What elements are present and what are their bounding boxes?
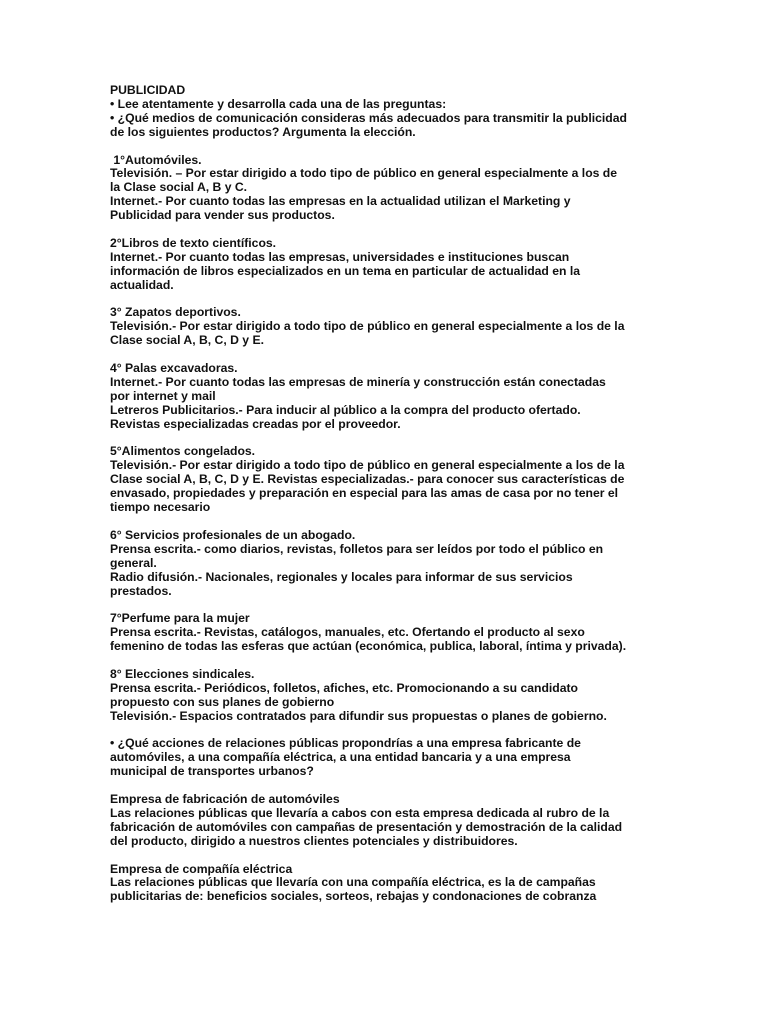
text-line: Prensa escrita.- como diarios, revistas, folletos para ser leídos por todo el público en xyxy=(110,541,604,556)
text-line: Televisión.- Por estar dirigido a todo tipo de público en general especialmente a los de la xyxy=(110,458,625,473)
section-answer-electrica xyxy=(110,863,662,905)
section-item-1-automoviles xyxy=(110,154,662,224)
text-line: Clase social A, B, C, D y E. xyxy=(110,333,264,348)
section-intro xyxy=(110,84,662,140)
document-body xyxy=(110,84,662,918)
text-line: Internet.- Por cuanto todas las empresas en la actualidad utilizan el Marketing y xyxy=(110,194,571,209)
text-line: Prensa escrita.- Periódicos, folletos, afiches, etc. Promocionando a su candidato xyxy=(110,680,578,695)
section-heading: Empresa de fabricación de automóviles xyxy=(110,792,340,807)
text-line: Letreros Publicitarios.- Para inducir al público a la compra del producto ofertado. xyxy=(110,402,581,417)
section-question-2 xyxy=(110,737,662,779)
section-item-3-zapatos xyxy=(110,306,662,348)
text-line: automóviles, a una compañía eléctrica, a una entidad bancaria y a una empresa xyxy=(110,750,571,765)
text-line: Internet.- Por cuanto todas las empresas, universidades e instituciones buscan xyxy=(110,249,570,264)
text-line: del producto, dirigido a nuestros clientes potenciales y distribuidores. xyxy=(110,833,518,848)
text-line: Prensa escrita.- Revistas, catálogos, manuales, etc. Ofertando el producto al sexo xyxy=(110,625,585,640)
text-line: Clase social A, B, C, D y E. Revistas especializadas.- para conocer sus características de xyxy=(110,472,625,487)
section-heading: 2°Libros de texto científicos. xyxy=(110,235,277,250)
section-heading: 5°Alimentos congelados. xyxy=(110,444,256,459)
section-heading: Empresa de compañía eléctrica xyxy=(110,861,293,876)
text-line: Televisión. – Por estar dirigido a todo tipo de público en general especialmente a los de xyxy=(110,166,618,181)
section-heading: 3° Zapatos deportivos. xyxy=(110,305,241,320)
text-line: actualidad. xyxy=(110,277,174,292)
text-line: la Clase social A, B y C. xyxy=(110,180,248,195)
text-line: propuesto con sus planes de gobierno xyxy=(110,694,335,709)
text-line: • Lee atentamente y desarrolla cada una de las preguntas: xyxy=(110,96,447,111)
section-answer-automoviles xyxy=(110,793,662,849)
section-item-8-elecciones xyxy=(110,668,662,724)
text-line: Televisión.- Espacios contratados para difundir sus propuestas o planes de gobierno. xyxy=(110,708,607,723)
text-line: información de libros especializados en un tema en particular de actualidad en la xyxy=(110,263,581,278)
text-line: fabricación de automóviles con campañas de presentación y demostración de la calidad xyxy=(110,819,623,834)
section-heading: 7°Perfume para la mujer xyxy=(110,611,250,626)
text-line: femenino de todas las esferas que actúan (económica, publica, laboral, íntima y privada). xyxy=(110,639,627,654)
section-item-7-perfume xyxy=(110,612,662,654)
section-item-4-palas xyxy=(110,362,662,432)
section-heading: 8° Elecciones sindicales. xyxy=(110,666,255,681)
text-line: • ¿Qué medios de comunicación consideras más adecuados para transmitir la publicidad xyxy=(110,110,627,125)
section-heading: 4° Palas excavadoras. xyxy=(110,361,238,376)
text-line: Las relaciones públicas que llevaría con una compañía eléctrica, es la de campañas xyxy=(110,875,596,890)
text-line: de los siguientes productos? Argumenta la elección. xyxy=(110,124,416,139)
text-line: Las relaciones públicas que llevaría a cabos con esta empresa dedicada al rubro de la xyxy=(110,805,610,820)
section-heading: 1°Automóviles. xyxy=(110,152,202,167)
section-item-6-abogado xyxy=(110,529,662,599)
text-line: tiempo necesario xyxy=(110,500,211,515)
text-line: Televisión.- Por estar dirigido a todo tipo de público en general especialmente a los de la xyxy=(110,319,625,334)
text-line: Radio difusión.- Nacionales, regionales y locales para informar de sus servicios xyxy=(110,569,573,584)
section-heading: • ¿Qué acciones de relaciones públicas propondrías a una empresa fabricante de xyxy=(110,736,581,751)
text-line: prestados. xyxy=(110,583,172,598)
text-line: publicitarias de: beneficios sociales, sorteos, rebajas y condonaciones de cobranza xyxy=(110,889,597,904)
section-heading: 6° Servicios profesionales de un abogado. xyxy=(110,527,356,542)
text-line: Publicidad para vender sus productos. xyxy=(110,208,335,223)
section-item-2-libros xyxy=(110,237,662,293)
text-line: envasado, propiedades y preparación en especial para las amas de casa por no tener el xyxy=(110,486,619,501)
text-line: municipal de transportes urbanos? xyxy=(110,764,314,779)
section-heading: PUBLICIDAD xyxy=(110,83,186,97)
text-line: Internet.- Por cuanto todas las empresas de minería y construcción están conectadas xyxy=(110,374,606,389)
text-line: por internet y mail xyxy=(110,388,216,403)
text-line: general. xyxy=(110,555,157,570)
text-line: Revistas especializadas creadas por el proveedor. xyxy=(110,416,401,431)
section-item-5-alimentos xyxy=(110,445,662,515)
